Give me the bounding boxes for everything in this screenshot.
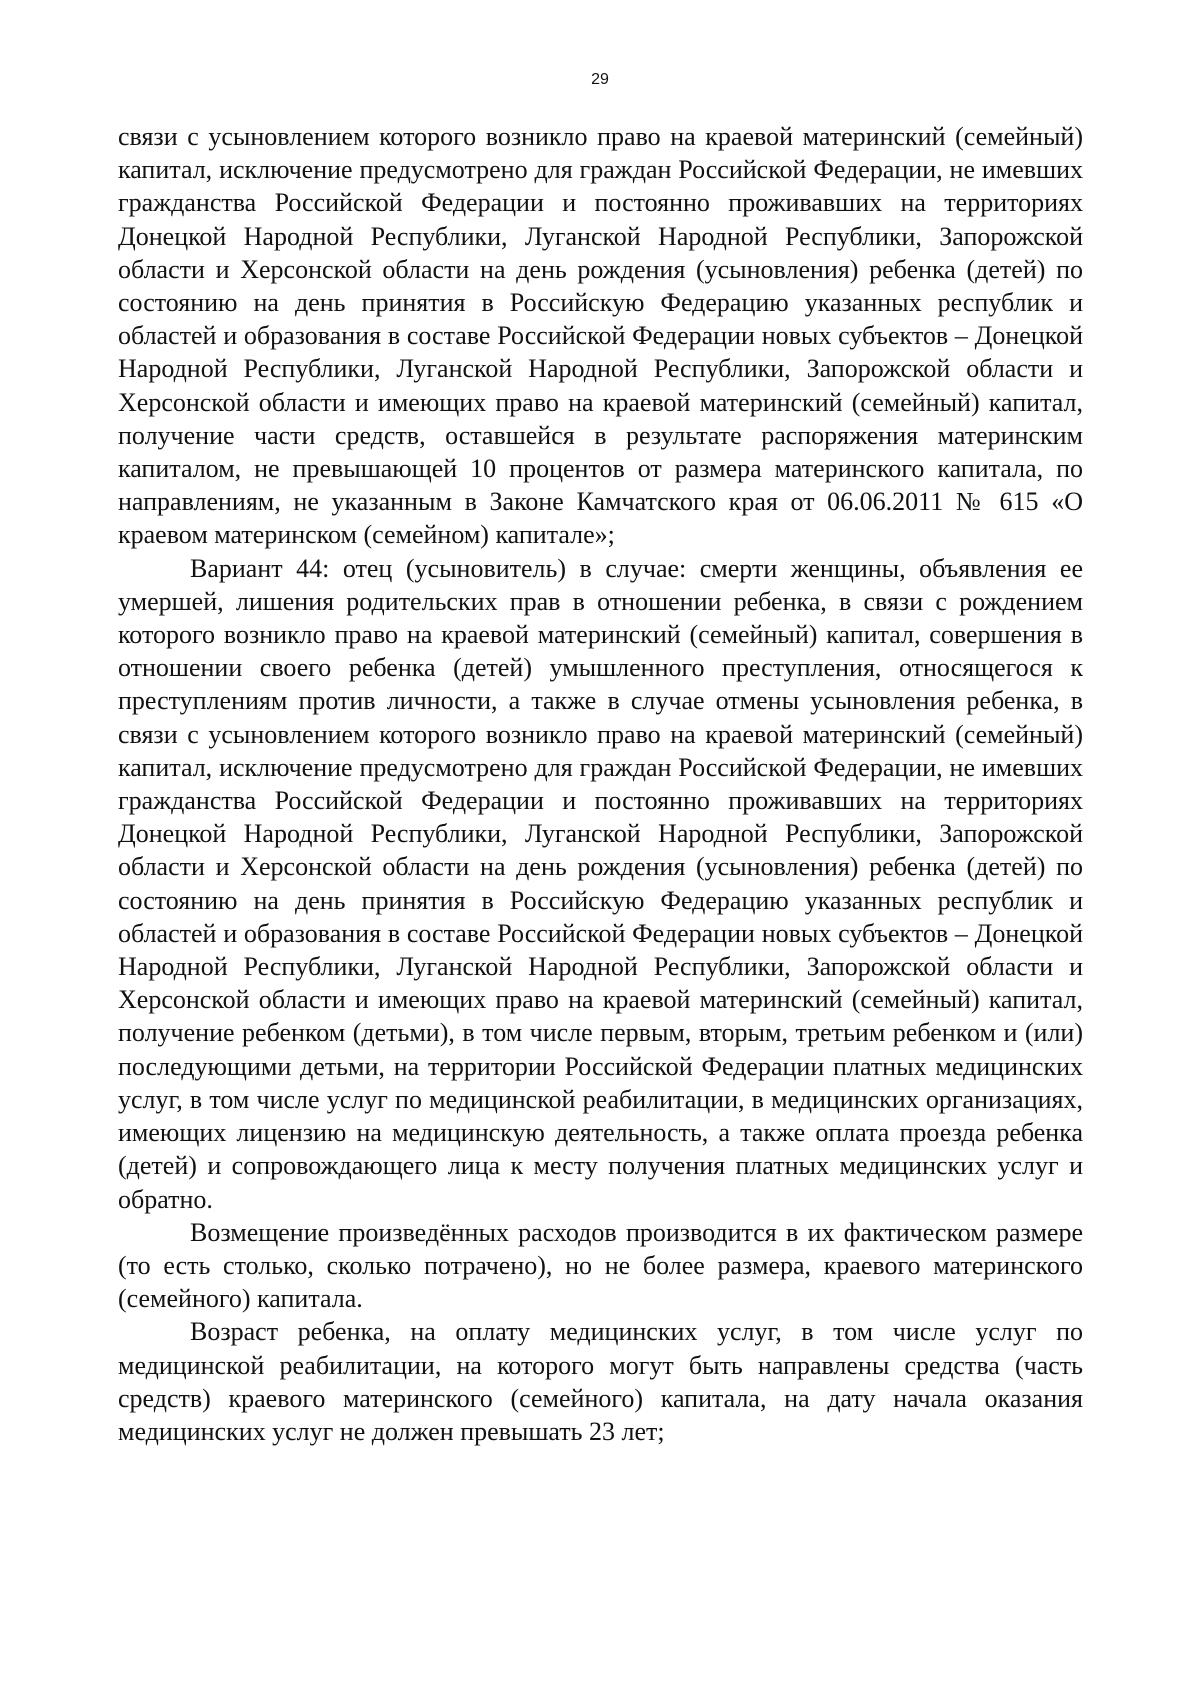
- page-number: 29: [591, 71, 609, 88]
- paragraph-continuation: связи с усыновлением которого возникло право на краевой материнский (семейный) капитал, исключение предусмотрено для граждан Российской Федерации, не имевших гражданства Российской Федерации и постоянно проживавших на территориях Донецкой Народной Республики, Луганской Народной Республики, Запорожской области и Херсонской области на день рождения (усыновления) ребенка (детей) по состоянию на день принятия в Российскую Федерацию указанных республик и областей и образования в составе Российской Федерации новых субъектов – Донецкой Народной Республики, Луганской Народной Республики, Запорожской области и Херсонской области и имеющих право на краевой материнский (семейный) капитал, получение части средств, оставшейся в результате распоряжения материнским капиталом, не превышающей 10 процентов от размера материнского капитала, по направлениям, не указанным в Законе Камчатского края от 06.06.2011 № 615 «О краевом материнском (семейном) капитале»;: [118, 122, 1083, 550]
- paragraph-reimbursement: Возмещение произведённых расходов производится в их фактическом размере (то есть столько, сколько потрачено), но не более размера, краевого материнского (семейного) капитала.: [118, 1217, 1083, 1314]
- paragraph-child-age: Возраст ребенка, на оплату медицинских услуг, в том числе услуг по медицинской реабилитации, на которого могут быть направлены средства (часть средств) краевого материнского (семейного) капитала, на дату начала оказания медицинских услуг не должен превышать 23 лет;: [118, 1317, 1083, 1446]
- paragraph-variant-44: Вариант 44: отец (усыновитель) в случае: смерти женщины, объявления ее умершей, лишения родительских прав в отношении ребенка, в связи с рождением которого возникло право на краевой материнский (семейный) капитал, совершения в отношении своего ребенка (детей) умышленного преступления, относящегося к преступлениям против личности, а также в случае отмены усыновления ребенка, в связи с усыновлением которого возникло право на краевой материнский (семейный) капитал, исключение предусмотрено для граждан Российской Федерации, не имевших гражданства Российской Федерации и постоянно проживавших на территориях Донецкой Народной Республики, Луганской Народной Республики, Запорожской области и Херсонской области на день рождения (усыновления) ребенка (детей) по состоянию на день принятия в Российскую Федерацию указанных республик и областей и образования в составе Российской Федерации новых субъектов – Донецкой Народной Республики, Луганской Народной Республики, Запорожской области и Херсонской области и имеющих право на краевой материнский (семейный) капитал, получение ребенком (детьми), в том числе первым, вторым, третьим ребенком и (или) последующими детьми, на территории Российской Федерации платных медицинских услуг, в том числе услуг по медицинской реабилитации, в медицинских организациях, имеющих лицензию на медицинскую деятельность, а также оплата проезда ребенка (детей) и сопровождающего лица к месту получения платных медицинских услуг и обратно.: [118, 553, 1083, 1214]
- document-body: [118, 120, 1083, 1448]
